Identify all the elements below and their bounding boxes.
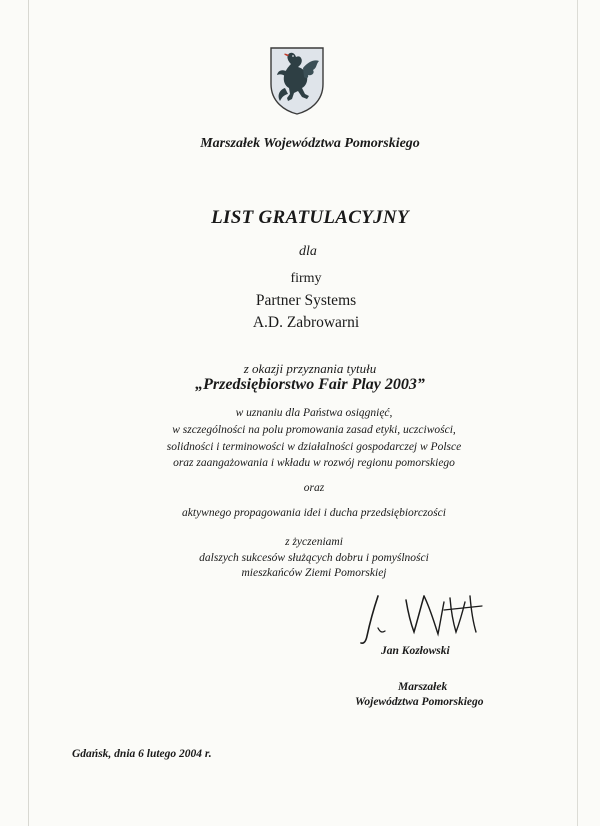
body-line: mieszkańców Ziemi Pomorskiej	[241, 567, 387, 579]
body-line: oraz	[303, 482, 325, 494]
signer-role-line-2: Województwa Pomorskiego	[355, 696, 484, 708]
body-line: w uznaniu dla Państwa osiągnięć,	[235, 407, 393, 419]
for-word: dla	[299, 244, 317, 259]
body-line: aktywnego propagowania idei i ducha przedsiębiorczości	[182, 507, 446, 519]
company-label: firmy	[290, 271, 322, 286]
occasion-line: z okazji przyznania tytułu	[243, 361, 377, 376]
body-line: z życzeniami	[285, 536, 343, 548]
signer-role-line-1: Marszałek	[398, 681, 448, 693]
griffin-coat-of-arms-icon	[267, 44, 327, 116]
company-name-line-1: Partner Systems	[255, 292, 357, 309]
handwritten-signature	[358, 592, 490, 650]
signer-name: Jan Kozłowski	[381, 645, 450, 657]
issuer-heading: Marszałek Województwa Pomorskiego	[200, 136, 420, 151]
body-line: dalszych sukcesów służących dobru i pomyślności	[199, 552, 429, 564]
body-line: w szczególności na polu promowania zasad etyki, uczciwości,	[172, 424, 456, 436]
body-line: solidności i terminowości w działalności gospodarczej w Polsce	[166, 441, 462, 453]
company-name-line-2: A.D. Zabrowarni	[252, 314, 360, 331]
place-and-date: Gdańsk, dnia 6 lutego 2004 r.	[72, 748, 212, 760]
document-title: LIST GRATULACYJNY	[211, 207, 409, 228]
award-title: „Przedsiębiorstwo Fair Play 2003”	[195, 376, 425, 393]
body-line: oraz zaangażowania i wkładu w rozwój regionu pomorskiego	[173, 457, 455, 469]
